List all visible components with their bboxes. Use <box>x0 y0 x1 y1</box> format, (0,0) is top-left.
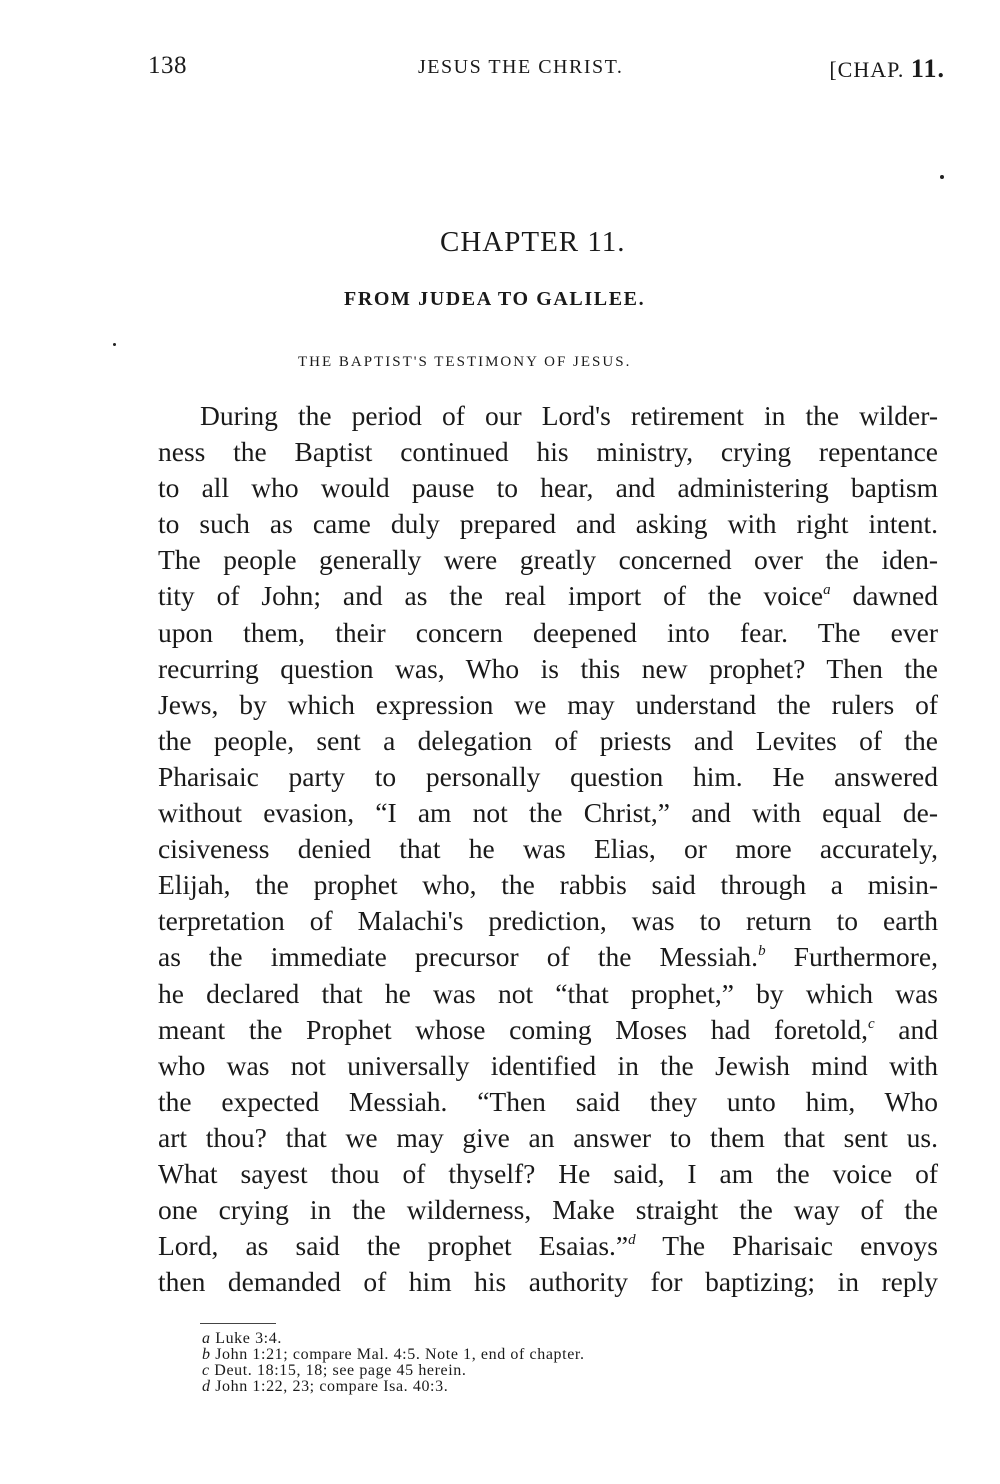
body-line <box>158 795 938 831</box>
body-line-text: to all who would pause to hear, and administering baptism <box>158 472 938 504</box>
body-line <box>158 615 938 651</box>
page-number: 138 <box>148 52 187 79</box>
running-head <box>148 52 945 86</box>
body-line-text: one crying in the wilderness, Make straight the way of the <box>158 1194 938 1226</box>
footnote-text: Deut. 18:15, 18; see page 45 herein. <box>209 1362 467 1379</box>
body-line <box>158 903 938 939</box>
body-line-text: Elijah, the prophet who, the rabbis said through a misin- <box>158 869 938 901</box>
body-line <box>158 434 938 470</box>
chapter-prefix: [CHAP. <box>829 57 905 82</box>
footnote-reference: c <box>867 1015 875 1032</box>
chapter-number: 11. <box>910 54 945 83</box>
body-line <box>158 506 938 542</box>
body-line-text: During the period of our Lord's retirement in the wilder- <box>200 400 938 431</box>
footnote <box>202 1379 842 1395</box>
body-line <box>158 867 938 903</box>
body-line-text: to such as came duly prepared and asking with right intent. <box>158 508 938 540</box>
body-line-text: Jews, by which expression we may understand the rulers of <box>158 688 938 720</box>
footnote-marker: b <box>202 1346 211 1363</box>
body-line <box>158 1264 938 1300</box>
body-line <box>158 1084 938 1120</box>
chapter-title: FROM JUDEA TO GALILEE. <box>344 288 646 310</box>
body-line <box>158 1156 938 1192</box>
body-line-text: he declared that he was not “that prophet,” by which was <box>158 977 938 1009</box>
footnote-rule <box>200 1323 276 1324</box>
footnote <box>202 1347 842 1363</box>
book-title: JESUS THE CHRIST. <box>418 56 624 78</box>
body-line-text: dawned <box>830 580 938 612</box>
body-line-text: upon them, their concern deepened into fear. The ever <box>158 616 938 648</box>
body-line <box>158 651 938 687</box>
body-line-text: and <box>874 1013 938 1045</box>
body-line <box>158 831 938 867</box>
body-line-text: ness the Baptist continued his ministry, crying repentance <box>158 436 938 468</box>
body-line-text: tity of John; and as the real import of the voice <box>158 580 824 612</box>
body-line <box>158 1192 938 1228</box>
body-line-text: art thou? that we may give an answer to them that sent us. <box>158 1121 938 1153</box>
body-line-text: terpretation of Malachi's prediction, was to return to earth <box>158 905 938 937</box>
body-line-text: meant the Prophet whose coming Moses had foretold, <box>158 1013 868 1045</box>
body-line <box>158 398 938 434</box>
body-line-text: then demanded of him his authority for baptizing; in reply <box>158 1266 938 1298</box>
body-line-text: without evasion, “I am not the Christ,” and with equal de- <box>158 797 938 829</box>
footnote <box>202 1331 842 1347</box>
body-line-text: as the immediate precursor of the Messiah. <box>158 941 759 973</box>
body-line <box>158 687 938 723</box>
body-line <box>158 578 938 614</box>
body-paragraph <box>158 398 938 1300</box>
body-line-text: Pharisaic party to personally question him. He answered <box>158 760 938 792</box>
body-line-text: Furthermore, <box>765 941 938 973</box>
section-title: THE BAPTIST'S TESTIMONY OF JESUS. <box>298 354 632 370</box>
footnote-marker: c <box>202 1362 210 1379</box>
print-speck <box>113 343 116 346</box>
print-speck <box>940 175 944 179</box>
body-line-text: who was not universally identified in the Jewish mind with <box>158 1049 938 1081</box>
footnote-text: Luke 3:4. <box>210 1330 282 1347</box>
body-line <box>158 1228 938 1264</box>
body-line <box>158 1048 938 1084</box>
footnote-reference: d <box>628 1232 636 1249</box>
body-line <box>158 759 938 795</box>
body-line-text: the people, sent a delegation of priests and Levites of the <box>158 724 938 756</box>
footnote-marker: a <box>202 1330 211 1347</box>
body-line <box>158 723 938 759</box>
body-line-text: The Pharisaic envoys <box>635 1230 938 1262</box>
footnote-text: John 1:21; compare Mal. 4:5. Note 1, end of chapter. <box>210 1346 585 1363</box>
body-line-text: Lord, as said the prophet Esaias.” <box>158 1230 629 1262</box>
body-line <box>158 542 938 578</box>
body-line <box>158 1012 938 1048</box>
body-line <box>158 976 938 1012</box>
chapter-heading: CHAPTER 11. <box>440 226 626 258</box>
body-line-text: cisiveness denied that he was Elias, or more accurately, <box>158 833 938 865</box>
footnote-text: John 1:22, 23; compare Isa. 40:3. <box>210 1378 449 1395</box>
footnote-reference: b <box>758 943 766 960</box>
footnotes <box>202 1331 842 1395</box>
body-line-text: The people generally were greatly concerned over the iden- <box>158 544 938 576</box>
body-line-text: What sayest thou of thyself? He said, I am the voice of <box>158 1157 938 1189</box>
body-line-text: recurring question was, Who is this new prophet? Then the <box>158 652 938 684</box>
body-line-text: the expected Messiah. “Then said they unto him, Who <box>158 1085 938 1117</box>
footnote-reference: a <box>823 582 831 599</box>
body-line <box>158 939 938 975</box>
footnote-marker: d <box>202 1378 211 1395</box>
chapter-marker <box>829 54 945 84</box>
body-line <box>158 470 938 506</box>
footnote <box>202 1363 842 1379</box>
body-line <box>158 1120 938 1156</box>
